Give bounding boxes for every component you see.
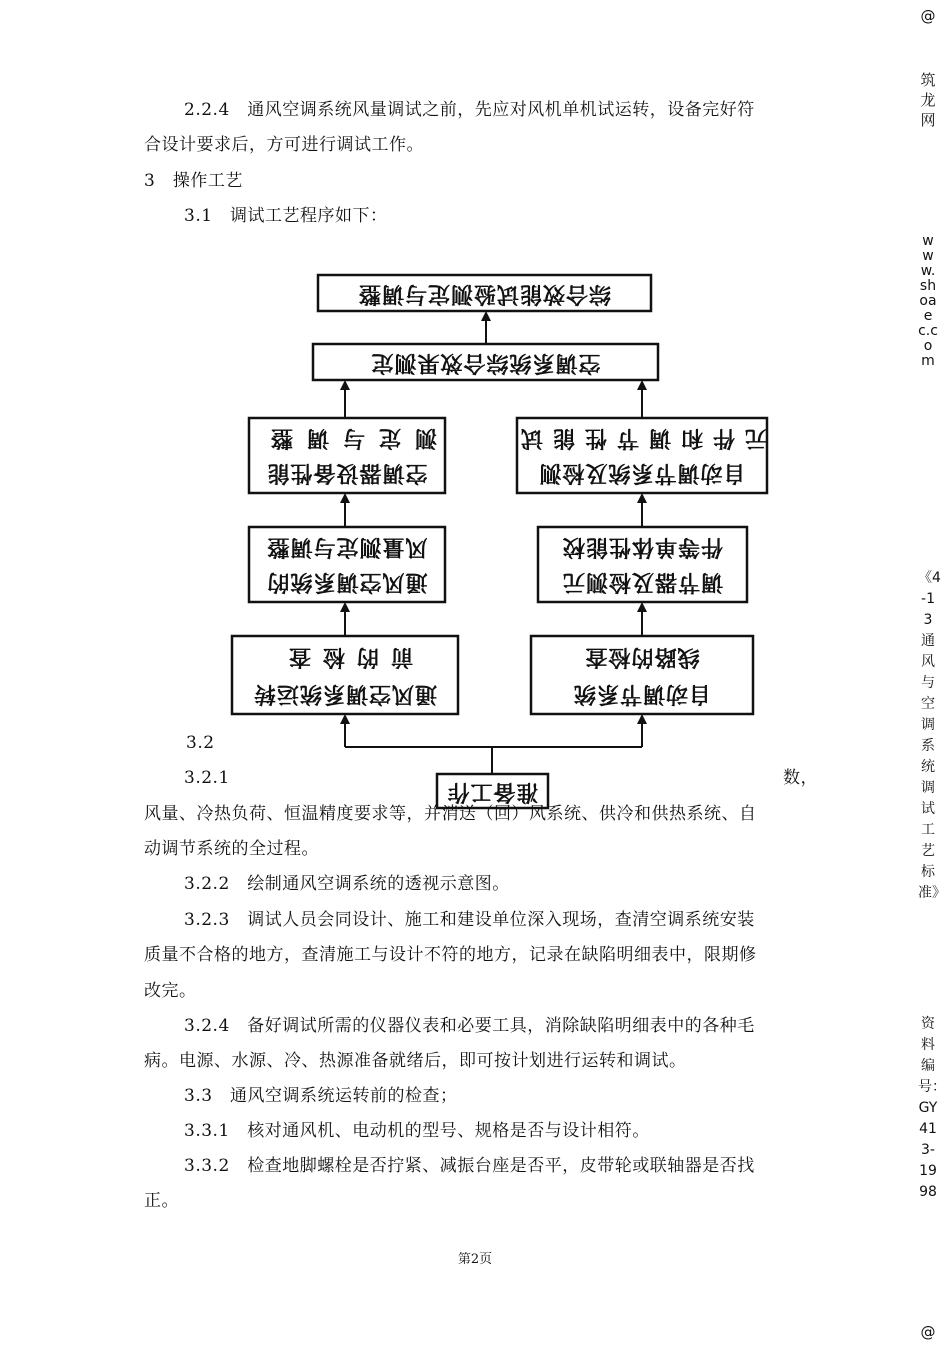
text-line-3-2-3-c: 改完。	[144, 981, 197, 1001]
section-heading-3-1: 3.1 调试工艺程序如下：	[184, 206, 388, 226]
sidebar-at-top: @	[920, 7, 936, 25]
section-heading-3-2: 3.2	[186, 733, 215, 753]
flow-label-right-top-1: 自动调节系统及检测	[538, 460, 746, 485]
text-line-3-3-1: 3.3.1 核对通风机、电动机的型号、规格是否与设计相符。	[184, 1121, 650, 1141]
section-heading-3: 3 操作工艺	[144, 171, 243, 191]
section-heading-3-3: 3.3 通风空调系统运转前的检查；	[184, 1086, 458, 1106]
text-line-3-2-2: 3.2.2 绘制通风空调系统的透视示意图。	[184, 874, 510, 894]
flow-label-left-mid-2: 风量测定与调整	[266, 534, 428, 559]
text-line-3-2-1-a: 3.2.1	[184, 768, 230, 788]
text-line-3-3-2-a: 3.3.2 检查地脚螺栓是否拧紧、减振台座是否平，皮带轮或联轴器是否找	[184, 1156, 755, 1176]
flow-label-left-top-2: 测定与调整	[257, 425, 438, 450]
sidebar-site-name: 筑龙网	[920, 71, 936, 129]
flow-label-top: 综合效能试验测定与调整	[358, 281, 612, 306]
text-line-3-2-1-b: 风量、冷热负荷、恒温精度要求等，并消送（回）风系统、供冷和供热系统、自	[144, 804, 757, 824]
text-line-2-2-4-a: 2.2.4 通风空调系统风量调试之前，先应对风机单机试运转，设备完好符	[184, 100, 755, 120]
text-line-3-2-3-b: 质量不合格的地方，查清施工与设计不符的地方，记录在缺陷明细表中，限期修	[144, 945, 757, 965]
text-line-2-2-4-b: 合设计要求后，方可进行调试工作。	[144, 135, 424, 155]
flow-label-right-bottom-1: 自动调节系统	[573, 681, 712, 706]
flow-label-right-mid-1: 调节器及检测元	[562, 569, 724, 594]
flow-label-left-mid-1: 通风空调系统的	[266, 569, 428, 594]
text-line-3-2-4-b: 病。电源、水源、冷、热源准备就绪后，即可按计划进行运转和调试。	[144, 1051, 687, 1071]
sidebar-doc-code: 资料编号：GY413-1998	[918, 1016, 946, 1200]
page-number: 第2页	[457, 1252, 493, 1267]
flow-label-right-bottom-2: 线路的检查	[584, 644, 700, 669]
text-line-3-2-3-a: 3.2.3 调试人员会同设计、施工和建设单位深入现场，查清空调系统安装	[184, 910, 755, 930]
flow-label-left-bottom-2: 前的检查	[277, 644, 414, 669]
flow-label-second: 空调系统综合效果测定	[370, 350, 601, 375]
flow-label-start: 准备工作	[446, 779, 539, 804]
sidebar-at-bottom: @	[920, 1323, 936, 1341]
text-line-3-2-1-c: 动调节系统的全过程。	[144, 839, 319, 859]
sidebar-url: www.shoaec.com	[918, 233, 938, 369]
flow-label-left-top-1: 空调器设备性能	[266, 460, 428, 485]
flow-label-left-bottom-1: 通风空调系统运转	[253, 681, 438, 706]
flow-label-right-mid-2: 件等单体性能校	[562, 534, 724, 559]
sidebar-doc-title: 《4-13通风与空调系统调试工艺标准》	[918, 570, 946, 901]
flow-label-right-top-2: 元件和调节性能试	[510, 425, 767, 450]
text-line-3-2-4-a: 3.2.4 备好调试所需的仪器仪表和必要工具，消除缺陷明细表中的各种毛	[184, 1016, 755, 1036]
text-line-3-2-1-a-end: 数，	[783, 768, 818, 788]
text-line-3-3-2-b: 正。	[144, 1191, 179, 1211]
